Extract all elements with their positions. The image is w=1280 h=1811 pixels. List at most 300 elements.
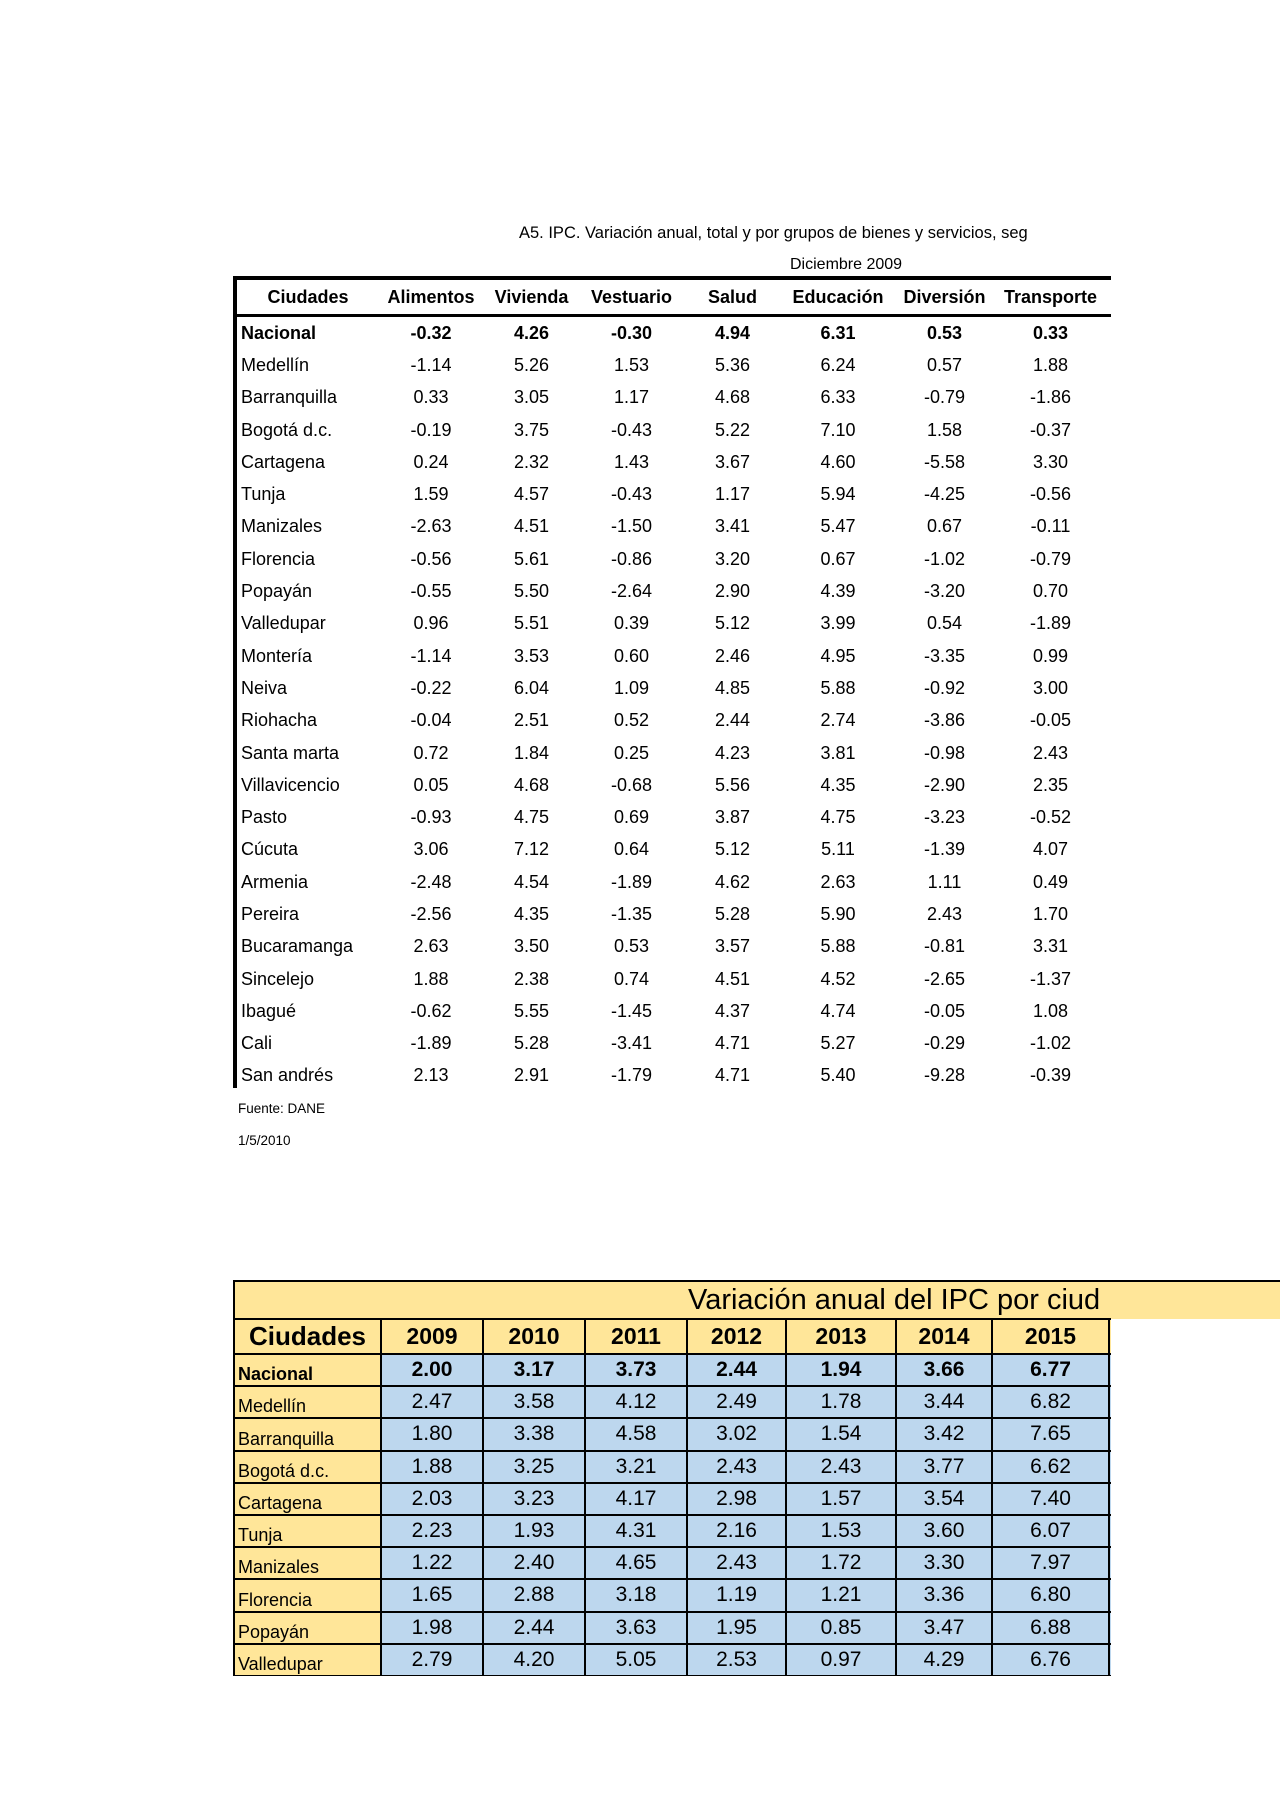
clipped-cell (1106, 575, 1111, 607)
table-row (234, 1612, 1111, 1644)
value-cell: 3.81 (820, 742, 856, 763)
value-cell: 4.85 (714, 677, 751, 698)
value-cell: 0.97 (786, 1644, 896, 1676)
value-cell: 5.47 (820, 516, 856, 537)
value-cell: 5.55 (513, 1000, 550, 1021)
value-cell: -2.65 (923, 968, 966, 989)
value-cell: 2.32 (513, 451, 550, 472)
clipped-cell (1109, 1644, 1111, 1676)
clipped-cell (1106, 672, 1111, 704)
value-cell: 4.58 (585, 1418, 687, 1450)
value-cell: -1.89 (610, 871, 653, 892)
value-cell: 2.40 (483, 1547, 585, 1579)
table-row (235, 1060, 1111, 1088)
clipped-cell (1106, 834, 1111, 866)
value-cell: 4.17 (585, 1483, 687, 1515)
value-cell: 4.35 (820, 774, 856, 795)
value-cell: 2.43 (687, 1451, 786, 1483)
value-cell: -0.05 (923, 1000, 966, 1021)
value-cell: 4.52 (820, 968, 856, 989)
value-cell: 3.77 (896, 1451, 992, 1483)
city-cell: Armenia (235, 866, 379, 898)
value-cell: 7.10 (820, 419, 856, 440)
value-cell: 3.75 (513, 419, 550, 440)
value-cell: -0.11 (1030, 516, 1071, 537)
value-cell: 3.53 (513, 645, 550, 666)
value-cell: 2.16 (687, 1515, 786, 1547)
value-cell: 3.30 (1032, 451, 1069, 472)
city-cell: Cúcuta (235, 834, 379, 866)
city-cell: Cartagena (234, 1483, 381, 1515)
city-cell: Cartagena (235, 446, 379, 478)
value-cell: 1.54 (786, 1418, 896, 1450)
value-cell: 3.44 (896, 1386, 992, 1418)
value-cell: 1.95 (687, 1612, 786, 1644)
value-cell: 5.56 (714, 774, 751, 795)
value-cell: 4.75 (820, 807, 856, 828)
table2-header-row (234, 1319, 1111, 1354)
table-row (235, 640, 1111, 672)
value-cell: 4.20 (483, 1644, 585, 1676)
value-cell: 3.38 (483, 1418, 585, 1450)
value-cell: 7.65 (992, 1418, 1109, 1450)
value-cell: 5.40 (782, 1060, 894, 1088)
value-cell: 1.11 (927, 871, 962, 892)
table-row (234, 1579, 1111, 1611)
value-cell: 5.51 (513, 613, 550, 634)
city-cell: Barranquilla (235, 382, 379, 414)
value-cell: 5.94 (820, 484, 856, 505)
value-cell: 0.54 (926, 613, 963, 634)
city-cell: Valledupar (235, 608, 379, 640)
clipped-cell (1106, 382, 1111, 414)
clipped-cell (1106, 640, 1111, 672)
column-header: 2011 (585, 1319, 687, 1354)
table-row (235, 446, 1111, 478)
value-cell: 5.28 (714, 903, 751, 924)
table-row (235, 737, 1111, 769)
city-cell: Florencia (235, 543, 379, 575)
value-cell: -0.79 (1029, 548, 1072, 569)
clipped-cell (1106, 963, 1111, 995)
value-cell: 2.00 (381, 1354, 483, 1386)
value-cell: -3.35 (923, 645, 966, 666)
value-cell: 5.88 (820, 936, 856, 957)
value-cell: -1.02 (923, 548, 966, 569)
value-cell: -1.37 (1029, 968, 1072, 989)
value-cell: 7.12 (513, 839, 550, 860)
value-cell: 2.53 (687, 1644, 786, 1676)
value-cell: 2.91 (483, 1060, 580, 1088)
value-cell: 6.80 (992, 1579, 1109, 1611)
value-cell: 4.31 (585, 1515, 687, 1547)
clipped-cell (1106, 543, 1111, 575)
value-cell: 3.21 (585, 1451, 687, 1483)
value-cell: 4.65 (585, 1547, 687, 1579)
value-cell: 0.05 (413, 774, 449, 795)
value-cell: 6.04 (513, 677, 550, 698)
value-cell: 0.70 (1032, 581, 1069, 602)
table-row (235, 575, 1111, 607)
value-cell: 3.66 (896, 1354, 992, 1386)
value-cell: 1.09 (613, 677, 650, 698)
table1-title: A5. IPC. Variación anual, total y por grupos de bienes y servicios, seg (519, 224, 1028, 242)
value-cell: 4.51 (714, 968, 751, 989)
value-cell: -0.93 (410, 807, 452, 828)
city-cell: Barranquilla (234, 1418, 381, 1450)
value-cell: 0.67 (926, 516, 963, 537)
value-cell: 1.72 (786, 1547, 896, 1579)
value-cell: 2.38 (513, 968, 550, 989)
value-cell: -0.39 (995, 1060, 1106, 1088)
city-cell: Pereira (235, 898, 379, 930)
city-cell: Nacional (234, 1354, 381, 1386)
table-row (235, 1028, 1111, 1060)
city-cell: Tunja (234, 1515, 381, 1547)
value-cell: 0.53 (926, 322, 963, 343)
value-cell: 2.13 (379, 1060, 483, 1088)
ipc-yearly-table (233, 1318, 1111, 1676)
clipped-cell (1109, 1612, 1111, 1644)
value-cell: 3.05 (513, 387, 550, 408)
value-cell: 0.74 (613, 968, 650, 989)
clipped-cell (1106, 478, 1111, 510)
value-cell: 2.44 (483, 1612, 585, 1644)
value-cell: 6.88 (992, 1612, 1109, 1644)
value-cell: 0.64 (613, 839, 650, 860)
value-cell: 1.94 (786, 1354, 896, 1386)
value-cell: 5.27 (820, 1033, 856, 1054)
value-cell: 3.25 (483, 1451, 585, 1483)
table-row (235, 963, 1111, 995)
value-cell: -0.43 (610, 419, 653, 440)
column-header: 2009 (381, 1319, 483, 1354)
value-cell: 6.07 (992, 1515, 1109, 1547)
clipped-cell (1109, 1515, 1111, 1547)
value-cell: 3.63 (585, 1612, 687, 1644)
value-cell: 0.25 (613, 742, 650, 763)
city-cell: Valledupar (234, 1644, 381, 1676)
value-cell: 4.71 (714, 1033, 751, 1054)
value-cell: 5.50 (513, 581, 550, 602)
value-cell: 6.77 (992, 1354, 1109, 1386)
value-cell: 4.95 (820, 645, 856, 666)
value-cell: 0.60 (613, 645, 650, 666)
value-cell: -1.14 (410, 645, 452, 666)
value-cell: 1.43 (613, 451, 650, 472)
value-cell: -0.62 (410, 1000, 452, 1021)
value-cell: -0.98 (923, 742, 966, 763)
value-cell: 4.75 (513, 807, 550, 828)
value-cell: 2.44 (687, 1354, 786, 1386)
city-cell: Cali (235, 1028, 379, 1060)
table-row (235, 511, 1111, 543)
value-cell: 4.37 (714, 1000, 751, 1021)
city-cell: Manizales (235, 511, 379, 543)
clipped-cell (1106, 608, 1111, 640)
value-cell: 4.51 (513, 516, 550, 537)
value-cell: 4.62 (714, 871, 751, 892)
value-cell: -2.48 (410, 871, 452, 892)
value-cell: -2.56 (410, 903, 452, 924)
value-cell: -1.02 (1029, 1033, 1072, 1054)
value-cell: 1.53 (786, 1515, 896, 1547)
value-cell: 2.51 (513, 710, 550, 731)
value-cell: -2.90 (923, 774, 966, 795)
value-cell: 1.88 (381, 1451, 483, 1483)
value-cell: 6.82 (992, 1386, 1109, 1418)
clipped-cell (1109, 1418, 1111, 1450)
date-note: 1/5/2010 (238, 1133, 291, 1148)
value-cell: -0.56 (410, 548, 452, 569)
value-cell: 5.28 (513, 1033, 550, 1054)
value-cell: 4.57 (513, 484, 550, 505)
value-cell: 4.26 (513, 322, 550, 343)
table-row (235, 478, 1111, 510)
clipped-cell (1106, 995, 1111, 1027)
value-cell: -0.29 (923, 1033, 966, 1054)
column-header: 2013 (786, 1319, 896, 1354)
value-cell: 5.05 (585, 1644, 687, 1676)
value-cell: 0.69 (613, 807, 650, 828)
value-cell: 4.35 (513, 903, 550, 924)
value-cell: 0.39 (613, 613, 650, 634)
city-cell: Santa marta (235, 737, 379, 769)
value-cell: -1.86 (1029, 387, 1072, 408)
column-header: Vestuario (580, 278, 683, 316)
table-row (235, 705, 1111, 737)
value-cell: 1.78 (786, 1386, 896, 1418)
value-cell: -0.81 (923, 936, 966, 957)
value-cell: -0.86 (610, 548, 653, 569)
value-cell: 3.06 (413, 839, 449, 860)
value-cell: 2.63 (820, 871, 856, 892)
city-cell: Pasto (235, 801, 379, 833)
city-cell: Riohacha (235, 705, 379, 737)
value-cell: 6.33 (820, 387, 856, 408)
value-cell: 2.35 (1032, 774, 1069, 795)
value-cell: 2.63 (413, 936, 449, 957)
table-row (235, 414, 1111, 446)
value-cell: 4.54 (513, 871, 550, 892)
value-cell: 3.02 (687, 1418, 786, 1450)
value-cell: 4.71 (683, 1060, 782, 1088)
column-header-city: Ciudades (234, 1319, 381, 1354)
clipped-cell (1109, 1547, 1111, 1579)
value-cell: 5.11 (821, 839, 855, 860)
value-cell: 2.74 (820, 710, 856, 731)
city-cell: Popayán (235, 575, 379, 607)
table1-viewport (233, 276, 1111, 1088)
value-cell: 2.43 (926, 903, 963, 924)
value-cell: 3.30 (896, 1547, 992, 1579)
city-cell: Nacional (235, 316, 379, 350)
table-row (234, 1483, 1111, 1515)
value-cell: 1.70 (1032, 903, 1069, 924)
value-cell: -0.22 (410, 677, 452, 698)
clipped-cell (1109, 1354, 1111, 1386)
table-row (235, 898, 1111, 930)
value-cell: 2.43 (687, 1547, 786, 1579)
city-cell: Medellín (234, 1386, 381, 1418)
value-cell: 0.72 (413, 742, 449, 763)
value-cell: -1.89 (410, 1033, 452, 1054)
value-cell: 0.33 (1032, 322, 1069, 343)
value-cell: 3.36 (896, 1579, 992, 1611)
city-cell: Bucaramanga (235, 931, 379, 963)
city-cell: Popayán (234, 1612, 381, 1644)
value-cell: -1.39 (923, 839, 966, 860)
clipped-cell (1106, 316, 1111, 350)
city-cell: Bogotá d.c. (235, 414, 379, 446)
value-cell: -0.79 (923, 387, 966, 408)
value-cell: 1.17 (613, 387, 650, 408)
value-cell: 5.22 (714, 419, 751, 440)
value-cell: 2.46 (714, 645, 751, 666)
value-cell: 3.58 (483, 1386, 585, 1418)
value-cell: 1.19 (687, 1579, 786, 1611)
city-cell: Bogotá d.c. (234, 1451, 381, 1483)
value-cell: -0.68 (610, 774, 653, 795)
value-cell: 3.67 (714, 451, 751, 472)
value-cell: 4.68 (513, 774, 550, 795)
value-cell: -0.37 (1029, 419, 1072, 440)
value-cell: -1.14 (410, 354, 452, 375)
column-header: 2015 (992, 1319, 1109, 1354)
value-cell: -3.20 (923, 581, 966, 602)
clipped-cell (1106, 801, 1111, 833)
table-row (234, 1547, 1111, 1579)
city-cell: Ibagué (235, 995, 379, 1027)
clipped-cell (1106, 898, 1111, 930)
value-cell: 5.12 (714, 613, 751, 634)
value-cell: -1.35 (610, 903, 653, 924)
table-row (234, 1644, 1111, 1676)
value-cell: -2.64 (610, 581, 653, 602)
table-row (234, 1451, 1111, 1483)
column-header: Educación (782, 278, 894, 316)
column-header: Alimentos (379, 278, 483, 316)
column-header: Transporte (995, 278, 1106, 316)
city-cell: Manizales (234, 1547, 381, 1579)
value-cell: 0.99 (1032, 645, 1069, 666)
value-cell: -0.30 (610, 322, 653, 343)
table-row (235, 931, 1111, 963)
table-row (235, 608, 1111, 640)
clipped-cell (1106, 769, 1111, 801)
clipped-cell (1106, 349, 1111, 381)
value-cell: -1.79 (580, 1060, 683, 1088)
value-cell: 6.62 (992, 1451, 1109, 1483)
value-cell: -0.32 (410, 322, 452, 343)
table-row (234, 1354, 1111, 1386)
value-cell: 3.18 (585, 1579, 687, 1611)
column-header: 2010 (483, 1319, 585, 1354)
value-cell: -1.45 (610, 1000, 653, 1021)
value-cell: 5.36 (714, 354, 751, 375)
value-cell: -1.50 (610, 516, 653, 537)
value-cell: 1.59 (413, 484, 449, 505)
table-row (235, 995, 1111, 1027)
value-cell: 3.31 (1032, 936, 1069, 957)
column-header: 2014 (896, 1319, 992, 1354)
value-cell: 0.52 (613, 710, 650, 731)
column-header: Vivienda (483, 278, 580, 316)
city-cell: Neiva (235, 672, 379, 704)
value-cell: 1.57 (786, 1483, 896, 1515)
value-cell: 2.90 (714, 581, 751, 602)
value-cell: 0.24 (413, 451, 449, 472)
value-cell: 1.93 (483, 1515, 585, 1547)
value-cell: 1.80 (381, 1418, 483, 1450)
value-cell: 1.65 (381, 1579, 483, 1611)
value-cell: -2.63 (410, 516, 452, 537)
clipped-column-header (1109, 1319, 1111, 1354)
clipped-cell (1106, 414, 1111, 446)
value-cell: 2.47 (381, 1386, 483, 1418)
value-cell: 4.94 (714, 322, 751, 343)
value-cell: 1.53 (613, 354, 650, 375)
value-cell: 5.12 (714, 839, 751, 860)
clipped-cell (1106, 931, 1111, 963)
value-cell: 3.41 (714, 516, 751, 537)
clipped-cell (1106, 1028, 1111, 1060)
value-cell: 6.76 (992, 1644, 1109, 1676)
table1-header-row (235, 278, 1111, 316)
table-row (235, 866, 1111, 898)
table-row (234, 1515, 1111, 1547)
city-cell: Villavicencio (235, 769, 379, 801)
value-cell: 6.31 (820, 322, 856, 343)
city-cell: Florencia (234, 1579, 381, 1611)
value-cell: 1.22 (381, 1547, 483, 1579)
value-cell: 0.96 (413, 613, 449, 634)
table-row (235, 349, 1111, 381)
value-cell: 2.44 (714, 710, 751, 731)
table-row (235, 316, 1111, 350)
value-cell: 2.03 (381, 1483, 483, 1515)
table1-subtitle: Diciembre 2009 (790, 256, 903, 273)
table-row (235, 382, 1111, 414)
clipped-cell (1109, 1483, 1111, 1515)
table-row (234, 1418, 1111, 1450)
value-cell: 3.57 (714, 936, 751, 957)
source-note: Fuente: DANE (238, 1101, 326, 1116)
value-cell: -0.05 (1029, 710, 1072, 731)
value-cell: 3.54 (896, 1483, 992, 1515)
value-cell: -3.23 (923, 807, 966, 828)
clipped-cell (1106, 511, 1111, 543)
clipped-column-header (1106, 278, 1111, 316)
value-cell: 2.88 (483, 1579, 585, 1611)
table-row (235, 801, 1111, 833)
value-cell: -3.86 (923, 710, 966, 731)
value-cell: -5.58 (923, 451, 966, 472)
city-cell: Medellín (235, 349, 379, 381)
value-cell: 0.49 (1032, 871, 1069, 892)
value-cell: 3.47 (896, 1612, 992, 1644)
value-cell: -0.52 (1029, 807, 1072, 828)
city-cell: Montería (235, 640, 379, 672)
table2-viewport (233, 1318, 1111, 1676)
value-cell: 4.68 (714, 387, 751, 408)
value-cell: 4.23 (714, 742, 751, 763)
value-cell: 2.79 (381, 1644, 483, 1676)
value-cell: 3.50 (513, 936, 550, 957)
value-cell: 4.74 (820, 1000, 856, 1021)
value-cell: 7.97 (992, 1547, 1109, 1579)
value-cell: -3.41 (610, 1033, 653, 1054)
